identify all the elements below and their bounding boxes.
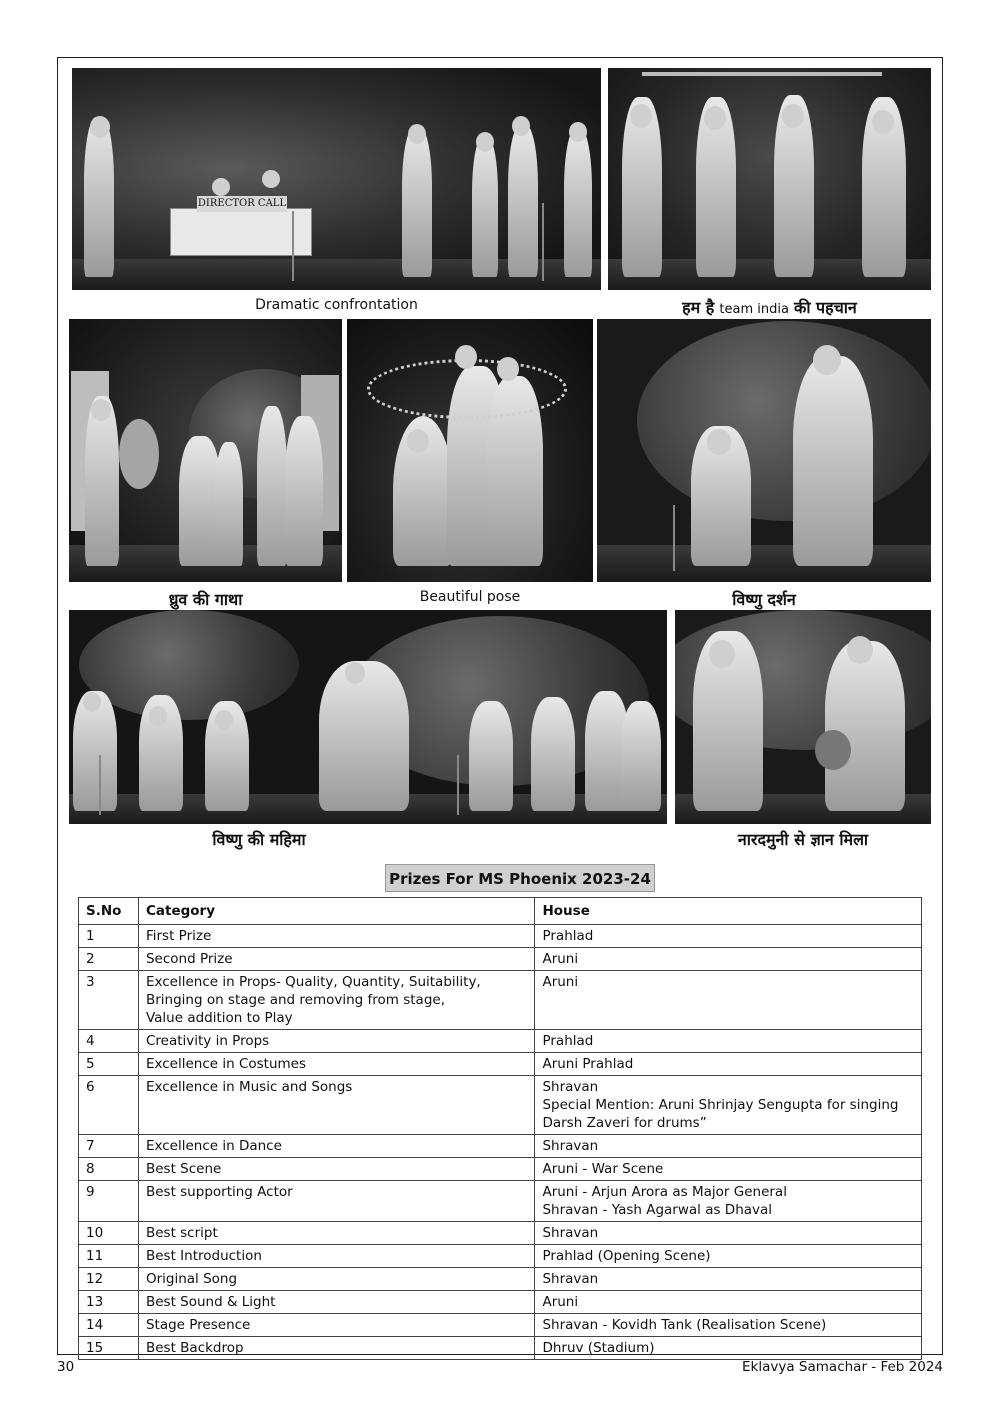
category-line: Best Sound & Light [145,1294,276,1310]
cell-category [138,1076,535,1135]
cell-house [535,1181,922,1222]
cell-sno: 3 [79,971,139,1030]
caption-vishnu-darshan: विष्णु दर्शन [732,590,796,609]
cell-category [138,925,535,948]
cell-house [535,948,922,971]
cell-house [535,1222,922,1245]
category-line: Best Scene [145,1161,222,1177]
cell-house [535,1053,922,1076]
house-line: Shravan [542,1225,599,1241]
cell-house [535,971,922,1030]
prizes-title: Prizes For MS Phoenix 2023-24 [385,864,655,892]
category-line: Stage Presence [145,1317,251,1333]
cell-sno: 6 [79,1076,139,1135]
cell-house [535,1158,922,1181]
cell-sno: 2 [79,948,139,971]
cell-house [535,1030,922,1053]
page-number: 30 [57,1359,75,1375]
house-line: Shravan - Kovidh Tank (Realisation Scene) [542,1317,827,1333]
photo-beautiful-pose [347,319,593,582]
category-line: Best script [145,1225,218,1241]
category-line: Excellence in Music and Songs [145,1079,353,1095]
table-row [79,925,922,948]
cell-category [138,1337,535,1360]
cell-category [138,1030,535,1053]
house-line: Shravan [542,1138,599,1154]
cell-category [138,1053,535,1076]
category-line: Excellence in Costumes [145,1056,307,1072]
cell-category [138,1135,535,1158]
caption-team-india-mid: team india [719,302,789,317]
prizes-table [78,897,922,1360]
house-line: Prahlad (Opening Scene) [542,1248,711,1264]
house-line: Darsh Zaveri for drums” [542,1115,707,1131]
caption-team-india [608,296,931,318]
cell-category [138,1268,535,1291]
cell-category [138,948,535,971]
cell-house [535,1245,922,1268]
cell-sno: 12 [79,1268,139,1291]
category-line: Best Backdrop [145,1340,244,1356]
house-line: Prahlad [542,1033,594,1049]
publication-footer: Eklavya Samachar - Feb 2024 [742,1359,943,1375]
table-row [79,1245,922,1268]
caption-vishnu-ki-mahima: विष्णु की महिमा [212,830,306,849]
cell-sno: 1 [79,925,139,948]
category-line: Original Song [145,1271,238,1287]
house-line: Dhruv (Stadium) [542,1340,655,1356]
table-row [79,1181,922,1222]
director-sign: DIRECTOR CALL [197,196,287,212]
table-row [79,1030,922,1053]
header-category: Category [138,898,535,925]
cell-sno: 9 [79,1181,139,1222]
photo-dhruv-ki-gatha [69,319,342,582]
cell-category [138,1222,535,1245]
cell-sno: 5 [79,1053,139,1076]
cell-house [535,1268,922,1291]
table-row [79,1268,922,1291]
cell-category [138,1245,535,1268]
house-line: Aruni [542,951,579,967]
cell-category [138,1181,535,1222]
house-line: Aruni Prahlad [542,1056,634,1072]
house-line: Shravan [542,1079,599,1095]
table-row [79,1158,922,1181]
photo-vishnu-darshan [597,319,931,582]
cell-category [138,971,535,1030]
table-row [79,948,922,971]
cell-sno: 15 [79,1337,139,1360]
photo-dramatic-confrontation [72,68,601,290]
table-row [79,1314,922,1337]
category-line: Bringing on stage and removing from stage, [145,992,445,1008]
category-line: Excellence in Props- Quality, Quantity, Suitability, [145,974,481,990]
table-row [79,1222,922,1245]
category-line: First Prize [145,928,212,944]
category-line: Excellence in Dance [145,1138,282,1154]
house-line: Shravan [542,1271,599,1287]
cell-sno: 11 [79,1245,139,1268]
house-line: Shravan - Yash Agarwal as Dhaval [542,1202,773,1218]
caption-dramatic-confrontation: Dramatic confrontation [255,297,418,313]
house-line: Special Mention: Aruni Shrinjay Sengupta for singing [542,1097,899,1113]
caption-naradmuni-se-gyan-mila: नारदमुनी से ज्ञान मिला [737,830,869,849]
cell-sno: 14 [79,1314,139,1337]
caption-team-india-suffix: की पहचान [794,298,857,317]
header-house: House [535,898,922,925]
caption-dhruv-ki-gatha: ध्रुव की गाथा [168,590,243,609]
house-line: Aruni - Arjun Arora as Major General [542,1184,787,1200]
cell-category [138,1314,535,1337]
cell-house [535,1135,922,1158]
cell-sno: 8 [79,1158,139,1181]
cell-house [535,925,922,948]
house-line: Aruni [542,1294,579,1310]
category-line: Creativity in Props [145,1033,270,1049]
table-row [79,1135,922,1158]
cell-house [535,1076,922,1135]
house-line: Aruni [542,974,579,990]
header-sno: S.No [79,898,139,925]
photo-vishnu-ki-mahima [69,610,667,824]
category-line: Second Prize [145,951,233,967]
category-line: Best Introduction [145,1248,262,1264]
house-line: Aruni - War Scene [542,1161,664,1177]
photo-naradmuni-se-gyan-mila [675,610,931,824]
category-line: Value addition to Play [145,1010,293,1026]
house-line: Prahlad [542,928,594,944]
cell-sno: 13 [79,1291,139,1314]
caption-beautiful-pose: Beautiful pose [419,589,521,605]
cell-sno: 7 [79,1135,139,1158]
cell-house [535,1314,922,1337]
cell-category [138,1158,535,1181]
table-header-row [79,898,922,925]
category-line: Best supporting Actor [145,1184,293,1200]
caption-team-india-prefix: हम है [682,298,715,317]
table-row [79,1337,922,1360]
table-row [79,1076,922,1135]
table-row [79,1291,922,1314]
table-row [79,1053,922,1076]
cell-sno: 10 [79,1222,139,1245]
cell-sno: 4 [79,1030,139,1053]
photo-team-india [608,68,931,290]
cell-category [138,1291,535,1314]
cell-house [535,1291,922,1314]
cell-house [535,1337,922,1360]
table-row [79,971,922,1030]
